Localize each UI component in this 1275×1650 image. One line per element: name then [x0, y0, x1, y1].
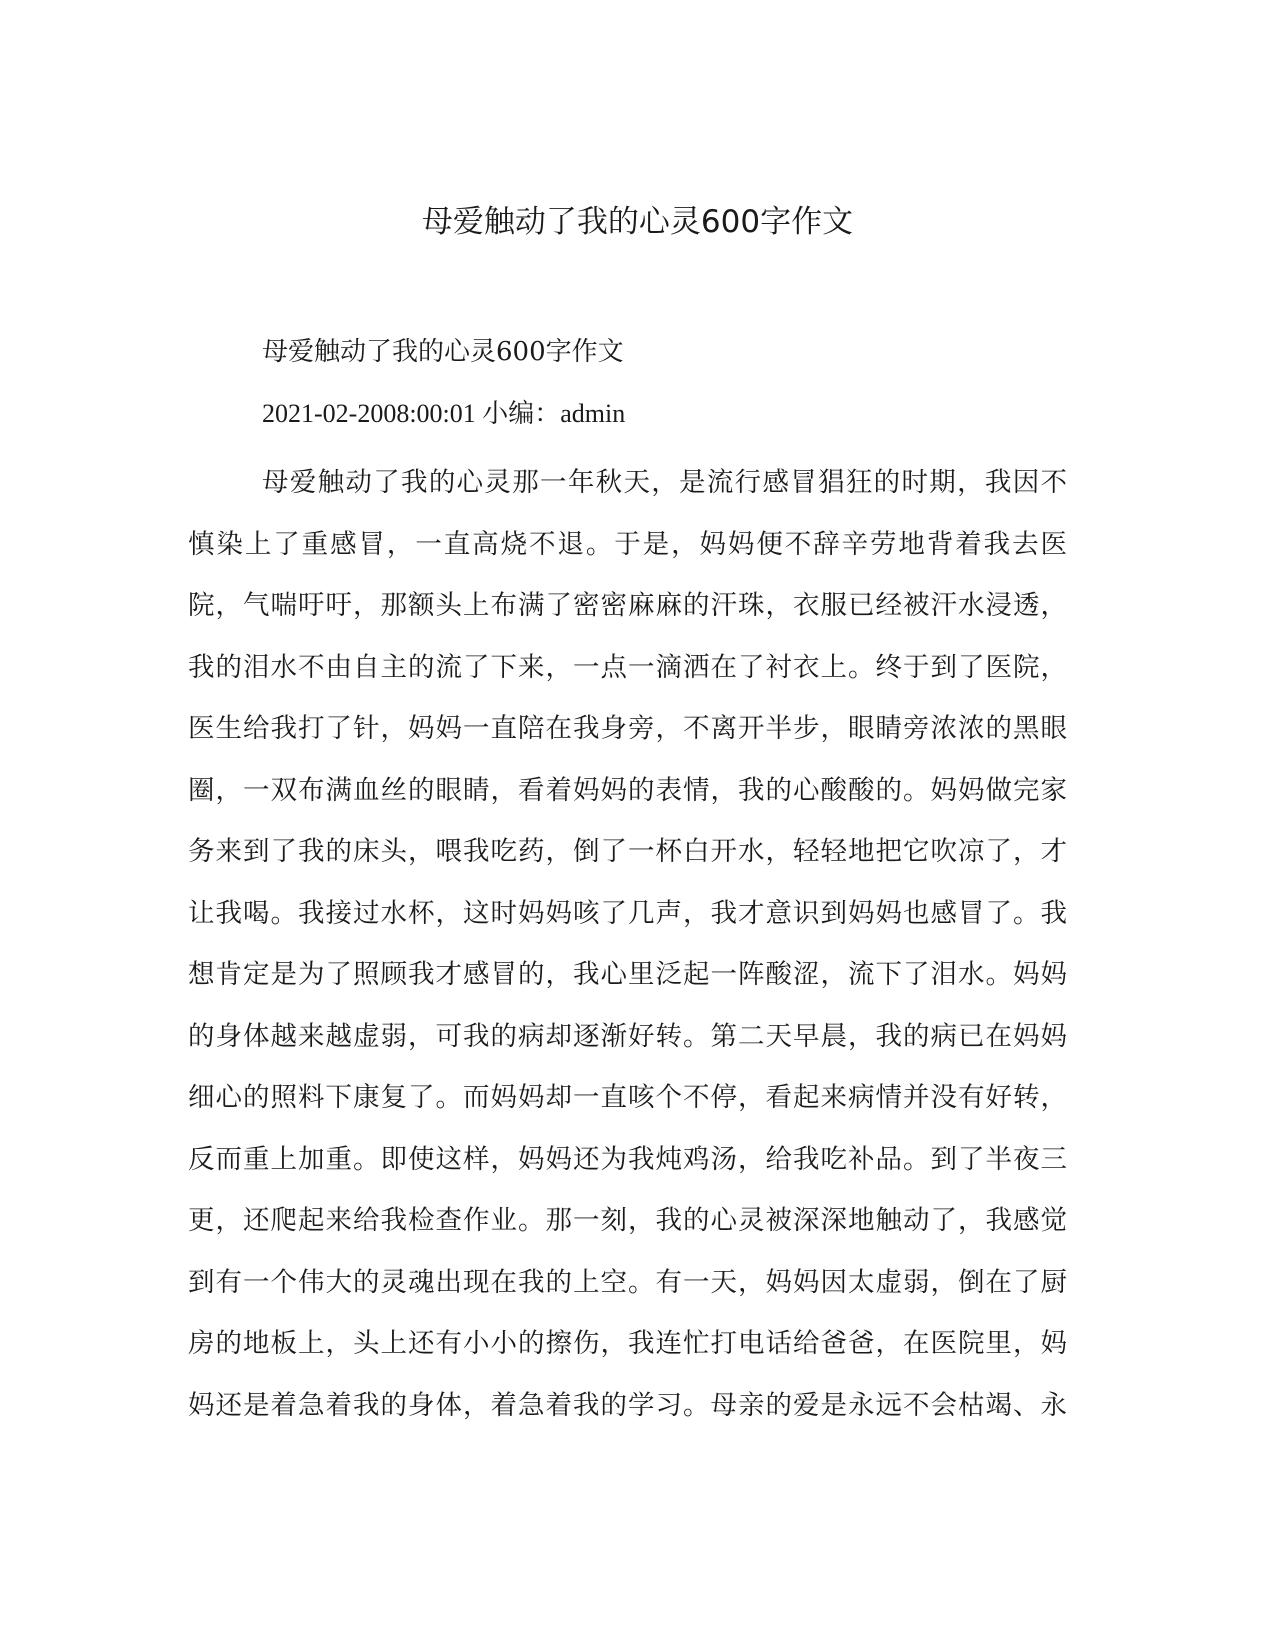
document-subtitle: 母爱触动了我的心灵600字作文 [262, 337, 624, 367]
body-paragraph: 母爱触动了我的心灵那一年秋天，是流行感冒猖狂的时期，我因不慎染上了重感冒，一直高烧不退。于是，妈妈便不辞辛劳地背着我去医院，气喘吁吁，那额头上布满了密密麻麻的汗珠，衣服已经被汗水浸透，我的泪水不由自主的流了下来，一点一滴洒在了衬衣上。终于到了医院，医生给我打了针，妈妈一直陪在我身旁，不离开半步，眼睛旁浓浓的黑眼圈，一双布满血丝的眼睛，看着妈妈的表情，我的心酸酸的。妈妈做完家务来到了我的床头，喂我吃药，倒了一杯白开水，轻轻地把它吹凉了，才让我喝。我接过水杯，这时妈妈咳了几声，我才意识到妈妈也感冒了。我想肯定是为了照顾我才感冒的，我心里泛起一阵酸涩，流下了泪水。妈妈的身体越来越虚弱，可我的病却逐渐好转。第二天早晨，我的病已在妈妈细心的照料下康复了。而妈妈却一直咳个不停，看起来病情并没有好转，反而重上加重。即使这样，妈妈还为我炖鸡汤，给我吃补品。到了半夜三更，还爬起来给我检查作业。那一刻，我的心灵被深深地触动了，我感觉到有一个伟大的灵魂出现在我的上空。有一天，妈妈因太虚弱，倒在了厨房的地板上，头上还有小小的擦伤，我连忙打电话给爸爸，在医院里，妈妈还是着急着我的身体，着急着我的学习。母亲的爱是永远不会枯竭、永 [188, 467, 1068, 1421]
document-title: 母爱触动了我的心灵600字作文 [421, 204, 854, 240]
date-author-line: 2021-02-2008:00:01 小编：admin [262, 399, 626, 428]
